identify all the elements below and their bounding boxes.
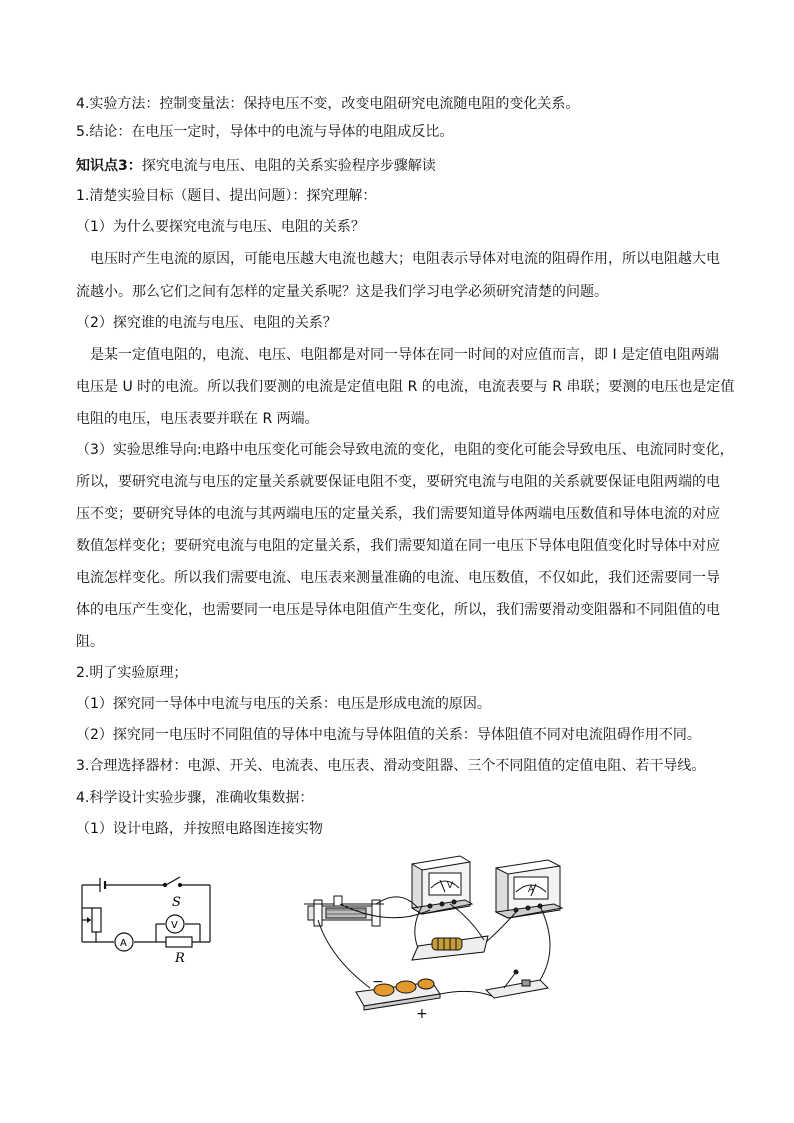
text-line: 压不变；要研究导体的电流与其两端电压的定量关系，我们需要知道导体两端电压数值和导体电流的对应 [76,506,720,522]
text-line: 电阻的电压，电压表要并联在 R 两端。 [76,411,319,427]
text-line: 电压是 U 时的电流。所以我们要测的电流是定值电阻 R 的电流，电流表要与 R 串联；要测的电压也是定值 [76,379,735,395]
knife-switch [486,970,548,998]
apparatus-illustration [300,848,580,1020]
circuit-schematic [76,872,226,967]
text-line: 电压时产生电流的原因，可能电压越大电流也越大；电阻表示导体对电流的阻碍作用，所以电阻越大电 [90,251,720,267]
text-line: 3.合理选择器材：电源、开关、电流表、电压表、滑动变阻器、三个不同阻值的定值电阻、若干导线。 [76,758,706,774]
text-line: 4.科学设计实验步骤，准确收集数据： [76,790,314,806]
section-heading-title: 探究电流与电压、电阻的关系实验程序步骤解读 [141,158,436,174]
rheostat-body [92,908,101,932]
text-line: （1）为什么要探究电流与电压、电阻的关系？ [76,219,365,235]
text-line: 2.明了实验原理； [76,665,188,681]
text-line: 5.结论：在电压一定时，导体中的电流与导体的电阻成反比。 [76,124,454,140]
text-line: （2）探究同一电压时不同阻值的导体中电流与导体阻值的关系：导体阻值不同对电流阻碍作用不同。 [76,727,701,743]
section-heading [76,156,436,176]
switch-label: S [172,895,181,910]
voltmeter-label: V [171,920,178,931]
text-line: （1）设计电路，并按照电路图连接实物 [76,821,323,837]
sliding-rheostat [304,896,384,926]
voltmeter-device-label: V [446,881,454,891]
text-line: 流越小。那么它们之间有怎样的定量关系呢？这是我们学习电学必须研究清楚的问题。 [76,284,608,300]
text-line: （3）实验思维导向:电路中电压变化可能会导致电流的变化，电阻的变化可能会导致电压、电流同时变化， [76,442,734,458]
text-line: 是某一定值电阻的，电流、电压、电阻都是对同一导体在同一时间的对应值而言，即 I 是定值电阻两端 [90,347,720,363]
text-line: 阻。 [76,634,104,650]
text-line: 数值怎样变化；要研究电流与电阻的定量关系，我们需要知道在同一电压下导体电阻值变化时导体中对应 [76,538,720,554]
switch-blade [166,877,180,885]
battery-plus-label: + [416,1006,428,1020]
resistor-label: R [175,951,185,966]
text-line: 1.清楚实验目标（题目、提出问题）：探究理解： [76,188,377,204]
text-line: 所以，要研究电流与电压的定量关系就要保证电阻不变，要研究电流与电阻的关系就要保证电阻两端的电 [76,474,720,490]
ammeter-device-label: A [527,885,535,895]
text-line: （1）探究同一导体中电流与电压的关系：电压是形成电流的原因。 [76,696,491,712]
resistor-symbol [166,937,192,947]
section-heading-label: 知识点3： [76,158,142,174]
battery-minus-label: − [372,974,384,990]
text-line: （2）探究谁的电流与电压、电阻的关系？ [76,315,337,331]
ammeter-label: A [120,938,127,949]
rheostat-slider-arrow [87,917,91,923]
voltmeter-device [412,856,472,914]
fixed-resistor [412,936,488,960]
text-line: 体的电压产生变化，也需要同一电压是导体电阻值产生变化，所以，我们需要滑动变阻器和不同阻值的电 [76,602,720,618]
text-line: 电流怎样变化。所以我们需要电流、电压表来测量准确的电流、电压数值，不仅如此，我们还需要同一导 [76,570,720,586]
text-line: 4.实验方法：控制变量法：保持电压不变，改变电阻研究电流随电阻的变化关系。 [76,96,580,112]
